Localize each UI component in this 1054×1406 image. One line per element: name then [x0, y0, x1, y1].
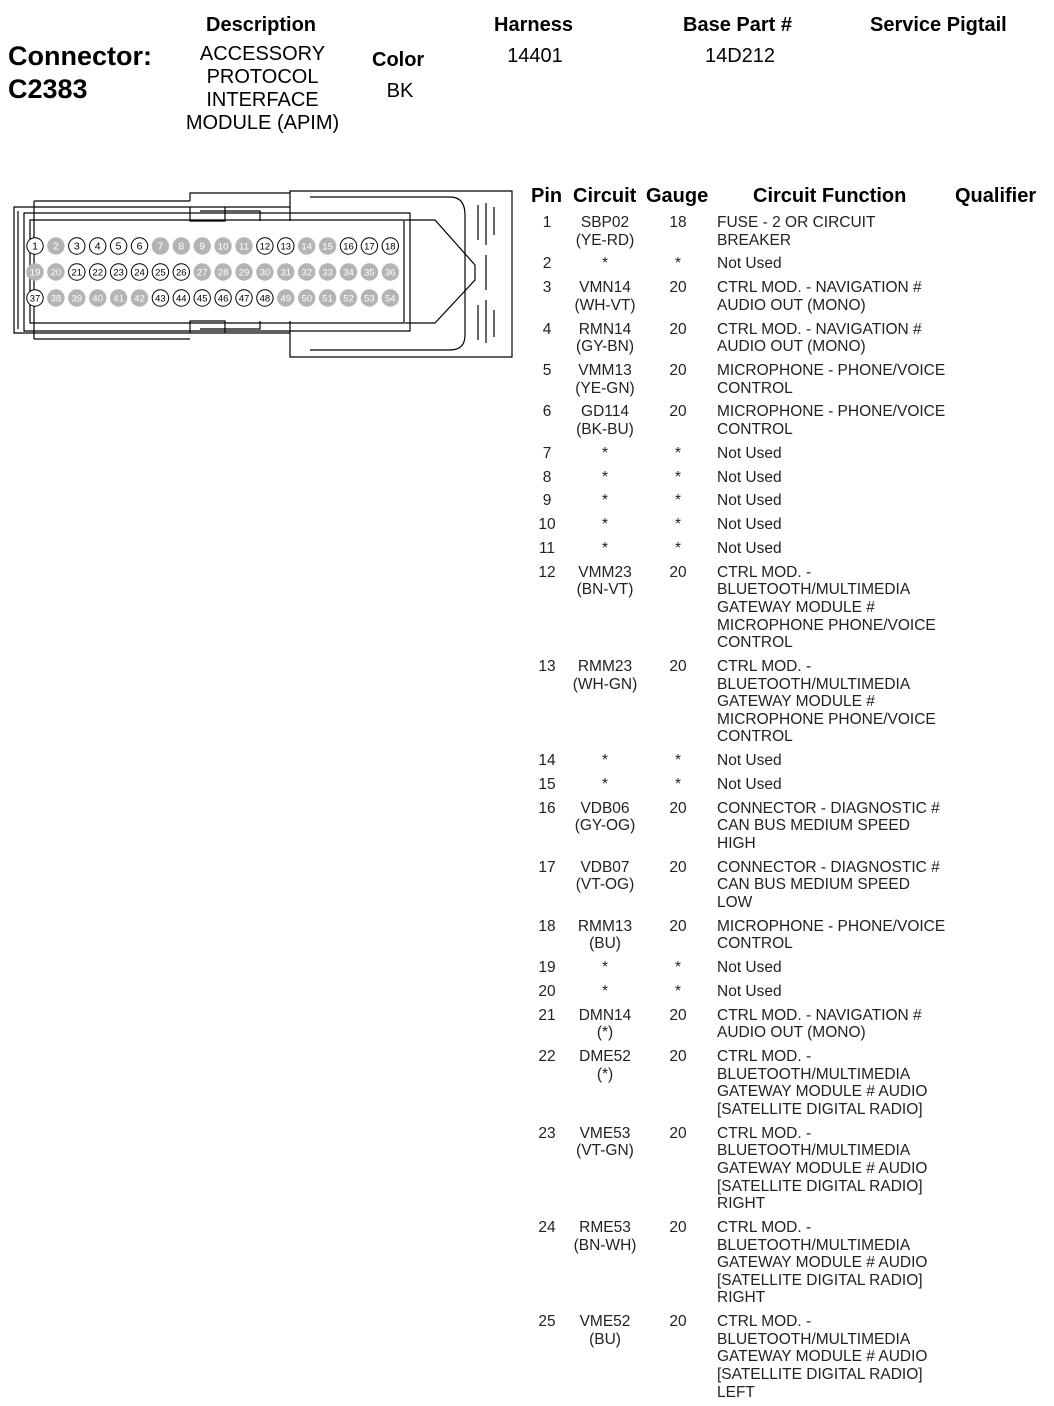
pin-number: 24	[538, 1219, 556, 1236]
pin-number-label: 13	[280, 241, 292, 253]
col-header-circuit-function: Circuit Function	[753, 185, 907, 207]
pin-number-label: 43	[155, 293, 166, 305]
pin-number-label: 29	[238, 267, 250, 279]
col-header-pin: Pin	[531, 185, 563, 207]
circuit-cell	[560, 776, 650, 794]
gauge-cell: *	[674, 255, 682, 273]
pin-number: 17	[538, 858, 556, 876]
gauge-cell: 20	[669, 1048, 687, 1066]
pin-number-label: 3	[73, 240, 80, 253]
gauge-cell: 20	[669, 1219, 687, 1236]
gauge-cell: 20	[669, 1124, 687, 1142]
pin-number: 15	[538, 776, 556, 793]
circuit-function-line: CTRL MOD. - NAVIGATION #	[717, 320, 922, 338]
circuit-function-line: BLUETOOTH/MULTIMEDIA	[717, 1330, 911, 1348]
pin-number: 13	[538, 658, 556, 675]
circuit-function-line: CTRL MOD. - NAVIGATION #	[717, 1006, 922, 1024]
pin-number-label: 14	[301, 241, 312, 253]
pin-number: 4	[542, 320, 552, 338]
circuit-cell	[560, 1007, 650, 1042]
circuit-cell	[560, 859, 650, 894]
circuit-function-cell	[717, 214, 957, 249]
pin-number: 19	[538, 959, 556, 977]
circuit-line: (VT-OG)	[575, 876, 635, 894]
circuit-function-line: Not Used	[717, 540, 782, 557]
base-part-header: Base Part #	[683, 14, 792, 36]
harness-value: 14401	[507, 45, 563, 67]
circuit-function-line: LEFT	[717, 1383, 755, 1401]
circuit-line: (*)	[596, 1065, 614, 1083]
pin-number-label: 17	[364, 241, 375, 253]
pin-number-label: 39	[71, 293, 83, 305]
circuit-line: *	[601, 468, 609, 486]
circuit-function-cell	[717, 469, 957, 487]
circuit-line: *	[601, 492, 609, 510]
pin-number-label: 7	[157, 240, 164, 253]
pin-number-label: 44	[176, 293, 187, 305]
circuit-function-line: CONNECTOR - DIAGNOSTIC #	[717, 799, 940, 817]
circuit-cell	[560, 516, 650, 534]
gauge-cell: *	[674, 516, 682, 534]
pin-number-label: 40	[92, 293, 103, 305]
circuit-cell	[560, 469, 650, 487]
pin-number: 22	[538, 1048, 556, 1066]
circuit-line: (BU)	[589, 935, 621, 953]
circuit-function-cell	[717, 1313, 957, 1401]
circuit-function-line: Not Used	[717, 983, 782, 1000]
pin-number-label: 41	[113, 293, 124, 305]
circuit-function-cell	[717, 445, 957, 463]
circuit-cell	[560, 492, 650, 510]
pin-number-label: 32	[301, 267, 312, 279]
pin-number-label: 18	[385, 241, 396, 253]
circuit-function-line: CTRL MOD. -	[717, 1048, 812, 1066]
circuit-function-line: Not Used	[717, 444, 782, 462]
pin-number-label: 25	[155, 267, 166, 279]
circuit-line: GD114	[581, 403, 629, 421]
circuit-function-cell	[717, 752, 957, 770]
gauge-cell: 20	[669, 1006, 687, 1024]
circuit-line: VDB06	[580, 799, 630, 817]
circuit-function-line: CTRL MOD. - NAVIGATION #	[717, 279, 922, 297]
circuit-function-line: CTRL MOD. -	[717, 658, 812, 675]
gauge-cell: *	[674, 540, 682, 557]
circuit-function-line: BLUETOOTH/MULTIMEDIA	[717, 1142, 911, 1160]
circuit-line: DME52	[579, 1048, 631, 1066]
circuit-cell	[560, 564, 650, 599]
circuit-function-line: CONTROL	[717, 379, 793, 397]
description-line: INTERFACE	[206, 89, 319, 111]
gauge-cell: 20	[669, 917, 687, 935]
circuit-function-cell	[717, 959, 957, 977]
circuit-function-line: CTRL MOD. -	[717, 563, 812, 581]
circuit-function-line: GATEWAY MODULE #	[717, 693, 875, 711]
circuit-line: VMM13	[578, 362, 632, 379]
gauge-cell: *	[674, 983, 682, 1000]
pin-number-label: 23	[113, 267, 124, 279]
pin-number-label: 15	[322, 241, 333, 253]
circuit-function-line: CTRL MOD. -	[717, 1124, 812, 1142]
pin-number-label: 4	[94, 240, 101, 253]
circuit-cell	[560, 362, 650, 397]
pin-number: 10	[538, 516, 556, 534]
gauge-cell: 20	[669, 858, 687, 876]
circuit-line: VME53	[579, 1124, 631, 1142]
pin-number: 11	[538, 540, 556, 557]
pin-number-label: 48	[259, 293, 271, 305]
circuit-function-cell	[717, 1048, 957, 1118]
circuit-function-cell	[717, 776, 957, 794]
pin-number-label: 51	[322, 293, 333, 305]
pin-number-label: 27	[196, 267, 208, 279]
circuit-function-line: BLUETOOTH/MULTIMEDIA	[717, 1236, 911, 1254]
pin-number-label: 34	[343, 267, 354, 279]
circuit-line: SBP02	[580, 214, 630, 231]
connector-diagram	[10, 185, 515, 360]
pin-number: 1	[542, 214, 552, 231]
circuit-function-cell	[717, 321, 957, 356]
pin-number-label: 35	[364, 267, 375, 279]
circuit-function-cell	[717, 983, 957, 1001]
circuit-line: (YE-RD)	[575, 231, 635, 249]
circuit-line: (GY-OG)	[574, 817, 636, 835]
description-header: Description	[206, 14, 317, 36]
circuit-line: (WH-VT)	[574, 296, 636, 314]
circuit-cell	[560, 959, 650, 977]
circuit-function-line: [SATELLITE DIGITAL RADIO]	[717, 1177, 923, 1195]
circuit-function-line: GATEWAY MODULE # AUDIO	[717, 1159, 928, 1177]
circuit-function-line: CTRL MOD. -	[717, 1219, 812, 1236]
pin-number-label: 1	[32, 240, 38, 253]
circuit-function-cell	[717, 279, 957, 314]
circuit-line: *	[601, 776, 609, 793]
pin-number: 6	[542, 403, 552, 421]
pin-number-label: 6	[136, 240, 143, 253]
circuit-function-line: Not Used	[717, 492, 782, 510]
circuit-function-cell	[717, 1125, 957, 1213]
circuit-line: *	[601, 983, 609, 1000]
circuit-line: RMM13	[577, 917, 633, 935]
pin-number-label: 36	[385, 267, 396, 279]
pin-number-label: 8	[178, 240, 185, 253]
circuit-function-cell	[717, 516, 957, 534]
circuit-function-line: BLUETOOTH/MULTIMEDIA	[717, 581, 911, 599]
circuit-line: *	[601, 540, 609, 557]
circuit-line: VME52	[579, 1313, 631, 1331]
circuit-function-line: Not Used	[717, 959, 782, 977]
gauge-cell: 20	[669, 1313, 687, 1331]
pin-number-label: 16	[343, 241, 354, 253]
circuit-line: (BN-WH)	[573, 1236, 637, 1254]
circuit-function-line: GATEWAY MODULE # AUDIO	[717, 1348, 928, 1366]
circuit-line: *	[601, 959, 609, 977]
circuit-line: *	[601, 752, 609, 770]
pin-number: 23	[538, 1124, 556, 1142]
service-pigtail-header: Service Pigtail	[870, 14, 1007, 36]
circuit-line: RME53	[579, 1219, 631, 1236]
circuit-function-line: AUDIO OUT (MONO)	[717, 338, 866, 356]
circuit-line: (YE-GN)	[575, 379, 635, 397]
circuit-line: *	[601, 516, 609, 534]
pin-number: 18	[538, 917, 556, 935]
circuit-function-line: CONTROL	[717, 935, 793, 953]
pin-number-label: 30	[259, 267, 271, 279]
pin-number-label: 50	[301, 293, 312, 305]
circuit-cell	[560, 983, 650, 1001]
circuit-cell	[560, 445, 650, 463]
circuit-line: RMM23	[577, 658, 633, 675]
base-part-value: 14D212	[704, 45, 776, 67]
gauge-cell: 20	[669, 658, 687, 675]
circuit-function-line: RIGHT	[717, 1195, 766, 1213]
circuit-function-line: Not Used	[717, 468, 782, 486]
circuit-function-line: RIGHT	[717, 1289, 766, 1307]
circuit-function-line: LOW	[717, 893, 753, 911]
connector-id: C2383	[8, 74, 88, 104]
circuit-function-line: AUDIO OUT (MONO)	[717, 1024, 866, 1042]
pin-number: 7	[542, 444, 552, 462]
pin-number: 16	[538, 799, 556, 817]
circuit-function-cell	[717, 918, 957, 953]
circuit-function-line: AUDIO OUT (MONO)	[717, 296, 866, 314]
circuit-cell	[560, 1219, 650, 1254]
circuit-function-cell	[717, 1219, 957, 1307]
circuit-line: VMM23	[578, 563, 632, 581]
circuit-function-line: [SATELLITE DIGITAL RADIO]	[717, 1100, 923, 1118]
circuit-function-cell	[717, 859, 957, 912]
pin-number-label: 11	[239, 241, 249, 253]
circuit-function-line: CONTROL	[717, 420, 793, 438]
circuit-function-line: BLUETOOTH/MULTIMEDIA	[717, 1065, 911, 1083]
circuit-function-line: FUSE - 2 OR CIRCUIT	[717, 214, 876, 231]
circuit-cell	[560, 1125, 650, 1160]
circuit-function-line: GATEWAY MODULE # AUDIO	[717, 1254, 928, 1272]
circuit-line: (GY-BN)	[576, 338, 634, 356]
gauge-cell: *	[674, 468, 682, 486]
description-line: ACCESSORY	[199, 43, 326, 65]
circuit-function-line: MICROPHONE - PHONE/VOICE	[717, 403, 946, 421]
pin-number: 3	[542, 279, 552, 297]
circuit-cell	[560, 540, 650, 558]
pin-number-label: 31	[280, 267, 292, 279]
circuit-function-line: [SATELLITE DIGITAL RADIO]	[717, 1271, 923, 1289]
pin-number-label: 20	[50, 267, 62, 279]
circuit-function-line: Not Used	[717, 255, 782, 273]
gauge-cell: *	[674, 492, 682, 510]
pin-number: 20	[538, 983, 556, 1000]
circuit-function-line: Not Used	[717, 516, 782, 534]
col-header-gauge: Gauge	[646, 185, 709, 207]
pin-number: 21	[538, 1006, 556, 1024]
circuit-line: (WH-GN)	[572, 675, 638, 693]
circuit-cell	[560, 279, 650, 314]
circuit-cell	[560, 321, 650, 356]
circuit-function-cell	[717, 540, 957, 558]
connector-label: Connector:	[8, 41, 152, 71]
gauge-cell: *	[674, 444, 682, 462]
circuit-cell	[560, 800, 650, 835]
circuit-line: VMN14	[579, 279, 631, 297]
gauge-cell: 20	[669, 279, 687, 297]
pin-number-label: 26	[176, 267, 187, 279]
circuit-line: DMN14	[578, 1006, 632, 1024]
circuit-function-cell	[717, 800, 957, 853]
pin-number: 25	[538, 1313, 556, 1331]
pin-number-label: 22	[92, 267, 103, 279]
description-value	[170, 43, 355, 135]
circuit-function-line: BLUETOOTH/MULTIMEDIA	[717, 675, 911, 693]
col-header-qualifier: Qualifier	[955, 185, 1037, 207]
description-line: PROTOCOL	[206, 66, 319, 88]
pin-number-label: 46	[217, 293, 229, 305]
description-line: MODULE (APIM)	[185, 112, 340, 134]
circuit-function-cell	[717, 362, 957, 397]
circuit-line: (BU)	[589, 1330, 621, 1348]
circuit-cell	[560, 255, 650, 273]
pin-number-label: 38	[50, 293, 62, 305]
circuit-function-line: CONTROL	[717, 728, 793, 746]
circuit-function-line: CAN BUS MEDIUM SPEED	[717, 817, 910, 835]
circuit-function-line: CAN BUS MEDIUM SPEED	[717, 876, 910, 894]
circuit-function-line: BREAKER	[717, 231, 792, 249]
circuit-function-line: MICROPHONE - PHONE/VOICE	[717, 362, 946, 379]
pin-number-label: 9	[199, 240, 206, 253]
circuit-function-cell	[717, 658, 957, 746]
harness-header: Harness	[494, 14, 573, 36]
circuit-function-cell	[717, 492, 957, 510]
gauge-cell: 20	[669, 799, 687, 817]
pin-number-label: 52	[343, 293, 354, 305]
col-header-circuit: Circuit	[573, 185, 637, 207]
circuit-line: (VT-GN)	[576, 1142, 634, 1160]
pin-number: 2	[542, 255, 552, 273]
pin-number: 9	[542, 492, 552, 510]
pin-number-label: 19	[29, 267, 41, 279]
pin-number-label: 12	[259, 241, 271, 253]
circuit-line: (BN-VT)	[576, 581, 634, 599]
color-header: Color	[372, 49, 425, 71]
gauge-cell: 20	[669, 362, 687, 379]
pin-number-label: 45	[196, 293, 208, 305]
circuit-function-line: HIGH	[717, 834, 756, 852]
pin-number: 5	[542, 362, 552, 379]
gauge-cell: 20	[669, 320, 687, 338]
pin-grid	[27, 238, 399, 306]
circuit-function-line: CONNECTOR - DIAGNOSTIC #	[717, 858, 940, 876]
pin-number-label: 53	[364, 293, 375, 305]
pin-number-label: 10	[217, 241, 229, 253]
gauge-cell: *	[674, 776, 682, 793]
circuit-line: (BK-BU)	[576, 420, 634, 438]
pin-number-label: 49	[280, 293, 292, 305]
circuit-function-cell	[717, 1007, 957, 1042]
pin-number: 14	[538, 752, 556, 770]
pin-number-label: 28	[217, 267, 229, 279]
circuit-function-line: MICROPHONE PHONE/VOICE	[717, 616, 936, 634]
circuit-function-line: [SATELLITE DIGITAL RADIO]	[717, 1365, 923, 1383]
circuit-function-cell	[717, 403, 957, 438]
gauge-cell: *	[674, 752, 682, 770]
pin-number: 8	[542, 468, 552, 486]
circuit-cell	[560, 1048, 650, 1083]
pin-number-label: 47	[238, 293, 250, 305]
circuit-cell	[560, 752, 650, 770]
pin-number-label: 21	[71, 267, 83, 279]
circuit-cell	[560, 1313, 650, 1348]
pin-number-label: 2	[52, 240, 59, 253]
circuit-function-line: Not Used	[717, 776, 782, 793]
circuit-line: VDB07	[580, 858, 630, 876]
pin-number-label: 54	[385, 293, 396, 305]
pin-number: 12	[538, 563, 556, 581]
circuit-cell	[560, 214, 650, 249]
circuit-function-line: MICROPHONE PHONE/VOICE	[717, 710, 936, 728]
circuit-line: (*)	[596, 1024, 614, 1042]
circuit-function-line: Not Used	[717, 752, 782, 770]
circuit-line: *	[601, 255, 609, 273]
pin-number-label: 5	[115, 240, 122, 253]
pin-number-label: 42	[134, 293, 145, 305]
circuit-function-line: CTRL MOD. -	[717, 1313, 812, 1331]
gauge-cell: 20	[669, 563, 687, 581]
circuit-function-cell	[717, 255, 957, 273]
circuit-line: *	[601, 444, 609, 462]
pin-number-label: 33	[322, 267, 333, 279]
gauge-cell: 18	[669, 214, 687, 231]
pin-number-label: 37	[29, 293, 41, 305]
connector-title	[8, 40, 152, 106]
circuit-function-line: MICROPHONE - PHONE/VOICE	[717, 917, 946, 935]
circuit-function-line: CONTROL	[717, 634, 793, 652]
pin-number-label: 24	[134, 267, 145, 279]
circuit-cell	[560, 918, 650, 953]
gauge-cell: *	[674, 959, 682, 977]
circuit-cell	[560, 658, 650, 693]
gauge-cell: 20	[669, 403, 687, 421]
circuit-function-line: GATEWAY MODULE # AUDIO	[717, 1083, 928, 1101]
circuit-function-cell	[717, 564, 957, 652]
circuit-cell	[560, 403, 650, 438]
circuit-line: RMN14	[578, 320, 632, 338]
color-value: BK	[386, 80, 414, 102]
circuit-function-line: GATEWAY MODULE #	[717, 598, 875, 616]
